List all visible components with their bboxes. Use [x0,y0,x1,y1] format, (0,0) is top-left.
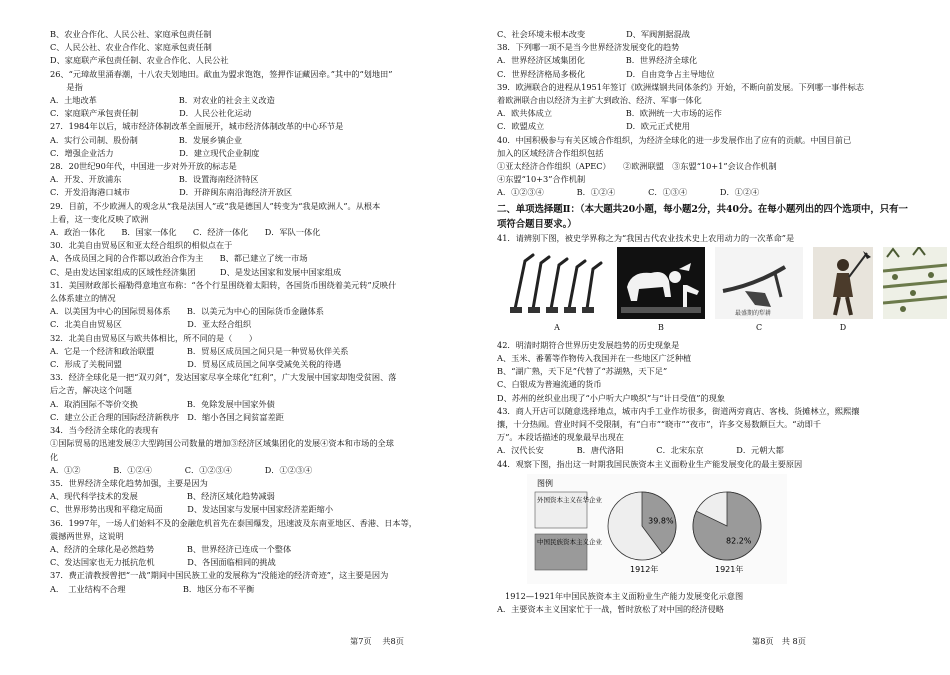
right-mid-text-line: 42．明清时期符合世界历史发展趋势的历史现象是 [497,339,680,350]
left-text-line: C．北美自由贸易区 D．亚太经合组织 [50,319,252,330]
right-top-text-line: C．世界经济格局多极化 D．自由竞争占主导地位 [497,68,715,79]
right-mid-text-line: 万”。本段话描述的现象最早出现在 [497,432,624,443]
farmer-with-hoe-image [813,247,873,319]
left-text-line: A．它是一个经济和政治联盟 B．贸易区成员国之间只是一种贸易伙伴关系 [50,345,349,356]
figure-b-label: B [658,322,664,332]
left-text-line: 35．世界经济全球化趋势加强，主要是因为 [50,477,208,488]
figure-d-label: D [839,322,847,332]
left-text-line: A、各成员国之间的合作都以政治合作为主 B、都已建立了统一市场 [50,253,308,264]
right-top-text-line: ①亚太经济合作组织（APEC） ②欧洲联盟 ③东盟“10+1”会议合作机制 [497,161,777,172]
pie-value-label: 39.8% [648,516,674,526]
chart-caption: 1912—1921年中国民族资本主义面粉业生产能力发展变化示意图 [505,591,744,602]
left-text-line: 27．1984年以后，城市经济体制改革全面展开，城市经济体制改革的中心环节是 [50,121,344,132]
legend-label-domestic: 中国民族资本主义企业 [537,537,602,546]
question-41: 41．请辨别下图，被史学界称之为“我国古代农业技术史上农用动力的一次革命”是 [497,232,795,243]
left-text-line: 26、“元璋故里涌春潮，十八农夫划地田。歃血为盟求饱饱，签押作证藏因牵。”其中的“划地田” [50,68,393,79]
left-text-line: A．土地改革 B．对农业的社会主义改造 [50,95,275,106]
left-text-line: A、现代科学技术的发展 B、经济区域化趋势减弱 [50,491,275,502]
right-top-text-line: C、社会环境未根本改变 D、军阀割据混战 [497,29,690,39]
left-text-line: 是指 [50,81,83,92]
left-text-line: 36．1997年，一场人们始料不及的金融危机首先在泰国爆发，迅速波及东南亚地区、香港、日本等， [50,517,417,528]
left-text-line: A．①② B．①②④ C．①②③④ D．①②③④ [50,464,313,475]
left-text-line: 28．20世纪90年代，中国进一步对外开放的标志是 [50,161,237,172]
figure-a-label: A [554,322,560,332]
right-top-text-line: 加入的区域经济合作组织包括 [497,147,604,158]
right-mid-text-line: 攘，十分热闹。营业时间不受限制，有“白市”“晓市”“夜市”，许多交易数额巨大。“动即千 [497,419,822,430]
q41-figures [507,247,917,337]
left-text-line: C．建立公正合理的国际经济新秩序 D．缩小各国之间贫富差距 [50,411,284,422]
section-heading: 二、单项选择题Ⅱ：（本大题共20小题，每小题2分，共40分。在每小题列出的四个选项中，只有一项符合题目要求。） [497,203,908,230]
right-top-text-line: C．欧盟成立 D．欧元正式使用 [497,121,690,132]
left-text-line: 37．费正清教授曾把“一战”期间中国民族工业的发展称为“没能途的经济奇迹”，这主要是因为 [50,570,389,581]
right-top-text-line: A．欧共体成立 B．欧洲统一大市场的运作 [497,108,722,119]
figure-e [883,247,947,319]
left-text-line: 31．美国财政部长福勒得意地宣布称：“各个行星围绕着太阳转，各国货币围绕着美元转”反映什 [50,279,397,290]
right-mid-text-line: 44．观察下图，指出这一时期我国民族资本主义面粉业生产能发展变化的最主要原因 [497,458,803,469]
right-top-text-line: ④东盟“10+3”合作机制 [497,174,586,185]
left-text-line: B、农业合作化、人民公社、家庭承包责任制 [50,29,212,39]
pie-year-label: 1921年 [715,564,744,574]
left-text-line: 33．经济全球化是一把“双刃剑”，发达国家尽享全球化“红利”，广大发展中国家却饱受贫困、落 [50,372,397,383]
footer-right: 第8页 共 8页 [752,636,806,646]
right-mid-text-line: A、玉米、番薯等作物传入我国并在一些地区广泛种植 [497,353,692,364]
left-text-line: A、经济的全球化是必然趋势 B、世界经济已连成一个整体 [50,543,292,554]
left-text-line: A．政治一体化 B．国家一体化 C．经济一体化 D．军队一体化 [50,227,321,238]
left-text-line: C、世界形势出现和平稳定局面 D、发达国家与发展中国家经济差距缩小 [50,504,334,515]
legend-label-foreign: 外国资本主义在华企业 [537,495,602,504]
figure-d [813,247,873,334]
left-text-line: 32．北美自由贸易区与欧共体相比，所不同的是（ ） [50,332,257,343]
left-text-line: A．开发、开放浦东 B．设置海南经济特区 [50,174,259,185]
footer-left: 第7页 共8页 [350,636,404,646]
left-text-line: 34．当今经济全球化的表现有 [50,425,159,436]
left-text-line: C、发达国家也无力抵抗危机 D、各国面临相同的挑战 [50,557,276,568]
right-top-text-line: 着欧洲联合由以经济为主扩大到政治、经济、军事一体化 [497,95,702,106]
left-text-line: 后之苦，解决这个问题 [50,385,132,396]
left-text-line: 化 [50,451,59,462]
ox-plough-rubbing-image [617,247,705,319]
left-text-line: 30．北美自由贸易区和亚太经合组织的相似点在于 [50,240,233,251]
right-mid-text-line: A．汉代长安 B．唐代洛阳 C．北宋东京 D．元朝大都 [497,445,784,456]
left-text-line: A．取消国际不等价交换 B．免除发展中国家外债 [50,398,275,409]
left-text-line: A．以美国为中心的国际贸易体系 B．以美元为中心的国际货币金融体系 [50,306,324,317]
right-mid-text-line: 43．商人开店可以随意选择地点，城市内手工业作坊很多，街道两旁商店、客栈、货摊林立，熙熙攘 [497,405,860,416]
figure-c [715,247,803,334]
left-column [50,28,470,596]
right-mid-text-line: B、“湖广熟，天下足”代替了“苏湖熟，天下足” [497,366,668,377]
field-scene-image [883,247,947,319]
plough-model-image [715,247,803,319]
right-column [497,28,917,616]
left-text-line: 上看，这一变化反映了欧洲 [50,213,149,224]
right-top-text-line: 38．下列哪一项不是当今世界经济发展变化的趋势 [497,42,680,53]
question-44-option-a: A．主要资本主义国家忙于一战，暂时放松了对中国的经济侵略 [497,604,724,615]
left-text-line: C．开发沿海港口城市 D．开辟闽东南沿海经济开放区 [50,187,293,198]
farm-tools-image [507,247,607,319]
right-mid-text-line: D、苏州的丝织业出现了“小户听大户唤织”与“计日受值”的现象 [497,392,725,403]
left-text-line: D、家庭联产承包责任制、农业合作化、人民公社 [50,55,229,66]
left-text-line: A．实行公司制、股份制 B．发展乡镇企业 [50,134,243,145]
figure-a [507,247,607,334]
right-top-text-line: A．世界经济区域集团化 B．世界经济全球化 [497,55,698,66]
legend-title: 图例 [537,478,553,488]
right-mid-text-line: C、白银成为普遍流通的货币 [497,379,602,390]
left-text-line: 29．目前，不少欧洲人的观念从“我是法国人”或“我是德国人”转变为“我是欧洲人”。从根本 [50,200,381,211]
left-text-line: C、人民公社、农业合作化、家庭承包责任制 [50,42,212,53]
pie-year-label: 1912年 [630,564,659,574]
figure-b [617,247,705,334]
right-top-text-line: 39．欧洲联合的进程从1951年签订《欧洲煤钢共同体条约》开始，不断向前发展。下列哪一事件标志 [497,81,864,92]
left-text-line: A． 工业结构不合理 B．地区分布不平衡 [50,583,255,594]
left-text-line: C．形成了关税同盟 D．贸易区成员国之间享受减免关税的待遇 [50,359,342,370]
figure-c-label: C [755,322,763,332]
pie-value-label: 82.2% [726,536,752,546]
left-text-line: C．家庭联产承包责任制 D．人民公社化运动 [50,108,252,119]
left-text-line: ①国际贸易的迅速发展②大型跨国公司数量的增加③经济区域集团化的发展④资本和市场的全球 [50,438,394,449]
right-top-text-line: A．①②③④ B．①②④ C．①③④ D．①②④ [497,187,760,198]
figure-c-caption: 最盛期的犁耕 [735,309,772,317]
left-text-line: 震撼两世界，这说明 [50,530,124,541]
pie-chart-figure [527,474,787,584]
left-text-line: C、是由发达国家组成的区域性经济集团 D、是发达国家和发展中国家组成 [50,266,342,277]
right-top-text-line: 40．中国积极参与有关区域合作组织，为经济全球化的进一步发展作出了应有的贡献。中国目前已 [497,134,852,145]
left-text-line: C．增强企业活力 D．建立现代企业制度 [50,147,260,158]
left-text-line: 么体系建立的情况 [50,293,116,304]
